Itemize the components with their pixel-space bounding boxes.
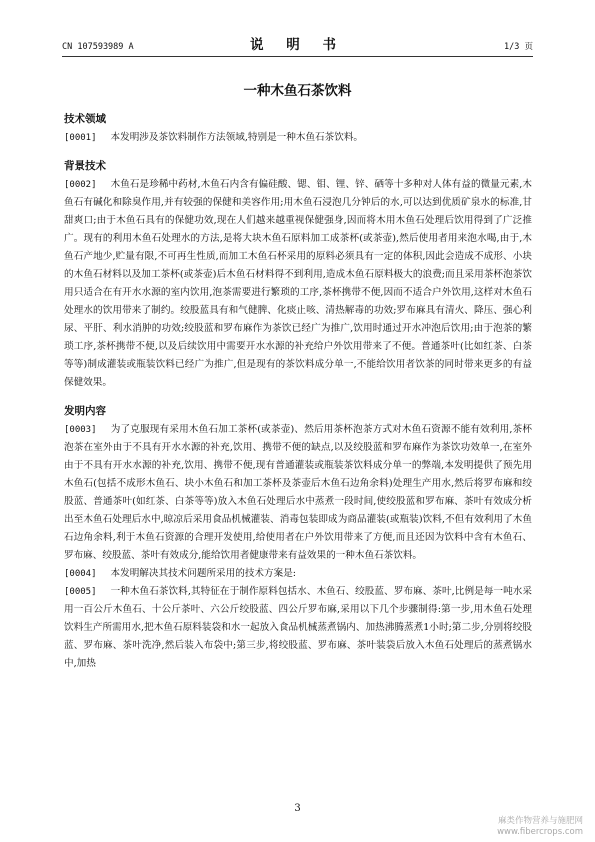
- paragraph-text: 一种木鱼石茶饮料,其特征在于制作原料包括水、木鱼石、绞股蓝、罗布麻、茶叶,比例是每一吨水采用一百公斤木鱼石、十公斤茶叶、六公斤绞股蓝、四公斤罗布麻,采用以下几个步骤制得:第一步,用木鱼石处理饮料生产所需用水,把木鱼石原料装袋和水一起放入食品机械蒸煮锅内、加热沸腾蒸煮1小时;第二步,分别将绞股蓝、罗布麻、茶叶洗净,然后装入布袋中;第三步,将绞股蓝、罗布麻、茶叶装袋后放入木鱼石处理后的蒸煮锅水中,加热: [64, 586, 532, 669]
- watermark-line1: 麻类作物营养与施肥网: [497, 816, 583, 826]
- paragraph-text: 本发明涉及茶饮料制作方法领域,特别是一种木鱼石茶饮料。: [110, 132, 364, 143]
- section-heading-field: 技术领域: [64, 113, 106, 125]
- watermark-line2: www.fibercrops.com: [497, 827, 583, 837]
- page-info: 1/3 页: [504, 42, 533, 52]
- paragraph-0001: [64, 129, 532, 147]
- section-heading-invention: 发明内容: [64, 405, 106, 417]
- section-heading-background: 背景技术: [64, 160, 106, 172]
- page-number: 3: [294, 803, 301, 814]
- paragraph-number: [0004]: [64, 569, 97, 579]
- page-header: [62, 34, 533, 57]
- patent-number: CN 107593989 A: [62, 42, 134, 52]
- paragraph-text: 为了克服现有采用木鱼石加工茶杯(或茶壶)、然后用茶杯泡茶方式对木鱼石资源不能有效利用,茶杯泡茶在室外由于不具有开水水源的补充,饮用、携带不便的缺点,以及绞股蓝和罗布麻作为茶饮功效单一,在室外由于不具有开水水源的补充,饮用、携带不便,现有普通灌装或瓶装茶饮料成分单一的弊端,本发明提供了预先用木鱼石(包括不成形木鱼石、块小木鱼石和加工茶杯及茶壶后木鱼石边角余料)处理生产用水,然后将罗布麻和绞股蓝、普通茶叶(如红茶、白茶等等)放入木鱼石处理后水中蒸煮一段时间,使绞股蓝和罗布麻、茶叶有效成分析出至木鱼石处理后水中,晾凉后采用食品机械灌装、消毒包装即成为商品灌装(或瓶装)饮料,不但有效利用了木鱼石边角余料,利于木鱼石资源的合理开发使用,给使用者在户外饮用带来了方便,而且还因为饮料中含有木鱼石、罗布麻、绞股蓝、茶叶有效成分,能给饮用者健康带来有益效果的一种木鱼石茶饮料。: [64, 424, 532, 561]
- paragraph-text: 木鱼石是珍稀中药材,木鱼石内含有偏硅酸、锶、钼、锂、锌、硒等十多种对人体有益的微量元素,木鱼石有碱化和除臭作用,并有较强的保健和美容作用;用木鱼石浸泡几分钟后的水,可以达到优质矿泉水的标准,甘甜爽口;由于木鱼石具有的保健功效,现在人们越来越重视保健强身,因而将木用木鱼石处理后饮用得到了广泛推广。现有的利用木鱼石处理水的方法,是将大块木鱼石原料加工成茶杯(或茶壶),然后使用者用来泡水喝,由于,木鱼石产地少,贮量有限,不可再生性质,而加工木鱼石杯采用的原料必须具有一定的体积,因此会造成不成形、小块的木鱼石材料以及加工茶杯(或茶壶)后木鱼石材料得不到利用,造成木鱼石原料极大的浪费;而且采用茶杯泡茶饮用只适合在有开水水源的室内饮用,泡茶需要进行繁琐的工序,茶杯携带不便,因而不适合户外饮用,这样对木鱼石处理水的饮用带来了制约。绞股蓝具有和气健脾、化痰止咳、清热解毒的功效;罗布麻具有清火、降压、强心利尿、平肝、利水消肿的功效;绞股蓝和罗布麻作为茶饮已经广为推广,饮用时通过开水冲泡后饮用;由于泡茶的繁琐工序,茶杯携带不便,以及后续饮用中需要开水水源的补充给户外饮用带来了不便。普通茶叶(比如红茶、白茶等等)制成灌装或瓶装饮料已经广为推广,但是现有的茶饮料成分单一,不能给饮用者饮茶的同时带来更多的有益保健效果。: [64, 179, 532, 388]
- paragraph-0002: [64, 176, 532, 392]
- document-body: [64, 112, 532, 673]
- paragraph-0005: [64, 583, 532, 673]
- watermark: [497, 816, 583, 838]
- document-title: 一种木鱼石茶饮料: [243, 83, 352, 99]
- paragraph-number: [0005]: [64, 587, 97, 597]
- paragraph-0004: [64, 565, 532, 583]
- paragraph-0003: [64, 421, 532, 565]
- paragraph-text: 本发明解决其技术问题所采用的技术方案是:: [110, 568, 297, 579]
- paragraph-number: [0003]: [64, 425, 97, 435]
- document-type: 说 明 书: [250, 37, 345, 53]
- paragraph-number: [0002]: [64, 180, 97, 190]
- paragraph-number: [0001]: [64, 133, 97, 143]
